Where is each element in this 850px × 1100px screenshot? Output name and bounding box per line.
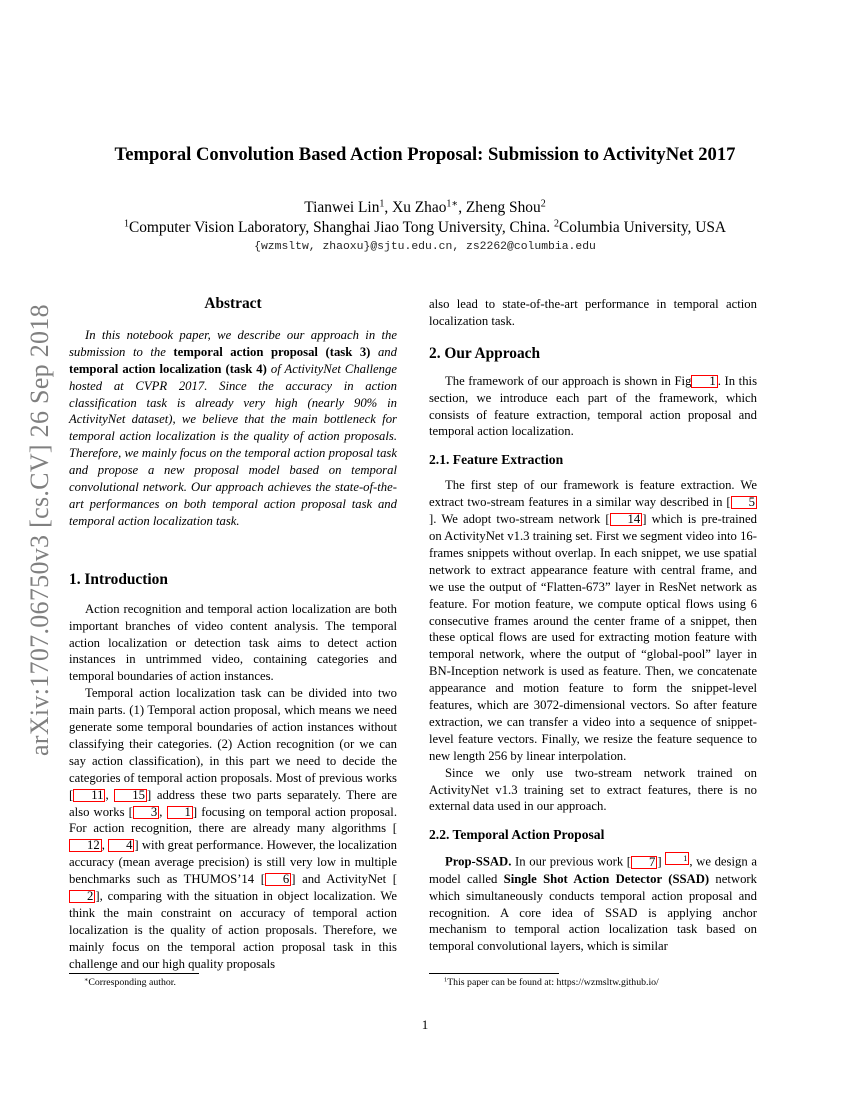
citation-link[interactable]: 1 bbox=[167, 806, 193, 819]
citation-link[interactable]: 12 bbox=[69, 839, 102, 852]
abstract-text: In this notebook paper, we describe our approach in the submission to the temporal action proposal (task 3) and temporal action localization (task 4) of ActivityNet Challenge hosted at CVPR 2017. Since the accuracy in action classification task is already very high (nearly 90% in ActivityNet dataset), we believe that the main bottleneck for temporal action localization is the quality of action proposals. Therefore, we mainly focus on the temporal action proposal task and propose a new proposal model based on temporal convolutional network. Our approach achieves the state-of-the-art performances on both temporal action proposal task and temporal action localization task. bbox=[69, 327, 398, 528]
page-number: 1 bbox=[421, 1017, 429, 1032]
citation-link[interactable]: 2 bbox=[69, 890, 95, 903]
section-heading-introduction: 1. Introduction bbox=[69, 570, 168, 588]
author-name: Tianwei Lin bbox=[304, 199, 380, 216]
right-column bbox=[429, 296, 757, 955]
subsection-heading-feature-extraction: 2.1. Feature Extraction bbox=[429, 452, 564, 468]
footnote-divider bbox=[69, 973, 199, 974]
citation-link[interactable]: 15 bbox=[114, 789, 147, 802]
affiliations bbox=[0, 219, 850, 237]
prop-ssad-lead: Prop-SSAD. bbox=[445, 854, 512, 869]
author-name: Zheng Shou bbox=[465, 199, 541, 216]
task3-emphasis: temporal action proposal (task 3) bbox=[173, 344, 371, 359]
citation-link[interactable]: 14 bbox=[610, 513, 643, 526]
footnote-link[interactable]: 1 bbox=[665, 852, 689, 865]
footnote-divider bbox=[429, 973, 559, 974]
task4-emphasis: temporal action localization (task 4) bbox=[69, 361, 267, 376]
arxiv-sidebar-stamp bbox=[20, 290, 60, 770]
abstract-heading: Abstract bbox=[204, 295, 262, 312]
left-column bbox=[69, 296, 397, 973]
affiliation-sup: 1 bbox=[123, 218, 129, 230]
footnote-corresponding-author: ∗Corresponding author. bbox=[84, 976, 176, 988]
section-heading-our-approach: 2. Our Approach bbox=[429, 344, 541, 362]
continued-paragraph: also lead to state-of-the-art performance in temporal action localization task. bbox=[429, 297, 757, 328]
citation-link[interactable]: 4 bbox=[108, 839, 134, 852]
feature-extraction-paragraph: The first step of our framework is feature extraction. We extract two-stream features in a similar way described in [ 5]. We adopt two-stream network [ 14 ] which is pre-trained on ActivityNet v1.3 training set. First we segment video into 16-frames snippets without overlap. In each snippet, we use spatial network to extract appearance feature with central frame, and we use the output of “Flatten-673” layer in ResNet network as feature. For motion feature, we compute optical flows using 6 consecutive frames around the center frame of a snippet, then these optical flows are used for extracting motion feature with temporal network, where the output of “global-pool” layer in BN-Inception network is used as feature. Then, we concatenate appearance and motion feature to form the snippet-level features, which are 3072-dimensional vectors. So after feature extraction, we can transfer a video into a sequence of snippet-level feature vectors. Finally, we resize the feature sequence to new length 256 by linear interpolation. bbox=[429, 478, 758, 763]
author-sup: 1∗ bbox=[446, 198, 459, 210]
citation-link[interactable]: 11 bbox=[73, 789, 105, 802]
arxiv-id: arXiv:1707.06750v3 [cs.CV] 26 Sep 2018 bbox=[25, 304, 55, 756]
affiliation-text: Columbia University, USA bbox=[559, 219, 727, 236]
ssad-emphasis: Single Shot Action Detector (SSAD) bbox=[503, 871, 710, 886]
citation-link[interactable]: 5 bbox=[731, 496, 757, 509]
citation-link[interactable]: 3 bbox=[133, 806, 159, 819]
subsection-heading-temporal-action-proposal: 2.2. Temporal Action Proposal bbox=[429, 827, 605, 843]
author-sup: 2 bbox=[540, 198, 546, 210]
affiliation-text: Computer Vision Laboratory, Shanghai Jiao Tong University, China. bbox=[128, 219, 551, 236]
paper-title: Temporal Convolution Based Action Proposal: Submission to ActivityNet 2017 bbox=[114, 144, 736, 165]
author-list: Tianwei Lin$^1$, Xu Zhao$^{1∗}$, Zheng Shou$^2$ bbox=[304, 198, 546, 216]
affiliation-sup: 2 bbox=[554, 218, 560, 230]
author-emails: {wzmsltw, zhaoxu}@sjtu.edu.cn, zs2262@columbia.edu bbox=[254, 241, 596, 253]
author-sup: 1 bbox=[379, 198, 385, 210]
intro-paragraph: Temporal action localization task can be divided into two main parts. (1) Temporal action proposal, which means we need generate some temporal boundaries of action instances without classifying their categories. (2) Action recognition (or we can say action classification), in this part we need to decide the categories of temporal action proposals. Most of previous works [ 11 , 15 ] address these two parts separately. There are also works [ 3 , 1 ] focusing on temporal action proposal. For action recognition, there are already many algorithms [12 , 4 ] with great performance. However, the localization accuracy (mean average precision) is still very low in multiple benchmarks such as THUMOS’14 [ 6 ] and ActivityNet [2 ], comparing with the situation in object localization. We think the main constraint on accuracy of temporal action localization is the quality of action proposals. Therefore, we mainly focus on the temporal action proposal task in this challenge and our high quality proposals bbox=[69, 686, 398, 971]
citation-link[interactable]: 7 bbox=[631, 856, 657, 869]
intro-paragraph: Action recognition and temporal action localization are both important branches of video content analysis. The temporal action localization or detection task aims to detect action instances in untrimmed video, containing categories and temporal boundaries of action instances. bbox=[69, 601, 397, 684]
citation-link[interactable]: 6 bbox=[265, 873, 291, 886]
footnote-paper-url: $^1$This paper can be found at: https://wzmsltw.github.io/ bbox=[444, 976, 659, 988]
approach-paragraph: The framework of our approach is shown in Fig 1 . In this section, we introduce each part of the framework, which consists of feature extraction, temporal action proposal and temporal action localization. bbox=[429, 373, 758, 439]
proposal-paragraph: Prop-SSAD. In our previous work [ 7 ] $^1$ , we design a model called Single Shot Action Detector (SSAD) network which simultaneously conducts temporal action proposal and recognition. A core idea of SSAD is applying anchor mechanism to temporal action localization task based on temporal convolutional layers, which is similar bbox=[429, 854, 757, 954]
author-name: Xu Zhao bbox=[392, 199, 447, 216]
feature-extraction-paragraph: Since we only use two-stream network trained on ActivityNet v1.3 training set to extract features, there is no external data used in our approach. bbox=[429, 765, 757, 814]
figure-link[interactable]: 1 bbox=[691, 375, 717, 388]
